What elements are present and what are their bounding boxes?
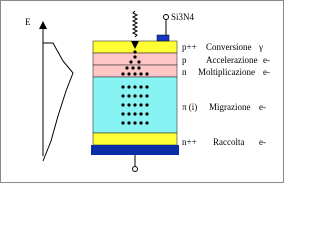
electron (137, 66, 140, 69)
electron (131, 66, 134, 69)
electron (125, 66, 128, 69)
field-profile-curve (43, 43, 73, 161)
e-axis-arrowhead (39, 21, 47, 29)
photon-arrow (133, 11, 137, 37)
electron (133, 94, 136, 97)
electron (139, 112, 142, 115)
electron (129, 60, 132, 63)
layer-symbol-electron-2: e- (263, 67, 270, 77)
electron (133, 50, 136, 53)
electron (133, 85, 136, 88)
electron (145, 94, 148, 97)
top-contact (157, 35, 169, 41)
apd-diagram (1, 1, 285, 184)
electron (127, 121, 130, 124)
electron (145, 85, 148, 88)
electron (133, 112, 136, 115)
layer-name-raccolta: Raccolta (213, 137, 245, 147)
layer-symbol-gamma: γ (259, 42, 263, 52)
layer-name-migrazione: Migrazione (209, 102, 251, 112)
electron (145, 121, 148, 124)
electron (127, 94, 130, 97)
electron (139, 94, 142, 97)
bottom-contact-terminal (133, 167, 138, 172)
electron (121, 72, 124, 75)
electron (127, 72, 130, 75)
layer-symbol-electron-1: e- (263, 55, 270, 65)
electron (121, 94, 124, 97)
electron (139, 72, 142, 75)
electron (145, 112, 148, 115)
layer-symbol-electron-4: e- (259, 137, 266, 147)
top-contact-terminal (164, 15, 169, 20)
contact-material-label: Si3N4 (171, 12, 195, 22)
electron (121, 85, 124, 88)
doping-n: n (182, 67, 187, 77)
electron (137, 60, 140, 63)
layer-name-moltiplicazione: Moltiplicazione (198, 67, 255, 77)
doping-p: p (182, 55, 187, 65)
doping-n-plus-plus: n++ (182, 137, 197, 147)
electron (133, 55, 136, 58)
layer-name-accelerazione: Accelerazione (206, 55, 258, 65)
bottom-electrode (91, 145, 179, 155)
layer-p (93, 53, 177, 65)
electron (121, 112, 124, 115)
electron (133, 72, 136, 75)
layer-name-conversione: Conversione (206, 42, 252, 52)
layer-n-plus-plus (93, 133, 177, 145)
electron (145, 103, 148, 106)
electron (139, 121, 142, 124)
electron (145, 72, 148, 75)
electron (127, 85, 130, 88)
electron (133, 121, 136, 124)
electron (121, 121, 124, 124)
electron (127, 103, 130, 106)
doping-p-plus-plus: p++ (182, 42, 197, 52)
electron (133, 103, 136, 106)
electron (139, 103, 142, 106)
doping-pi: π (i) (182, 102, 198, 112)
electron (127, 112, 130, 115)
electron (121, 103, 124, 106)
e-axis-label: E (25, 17, 31, 27)
layer-symbol-electron-3: e- (259, 102, 266, 112)
electron (139, 85, 142, 88)
